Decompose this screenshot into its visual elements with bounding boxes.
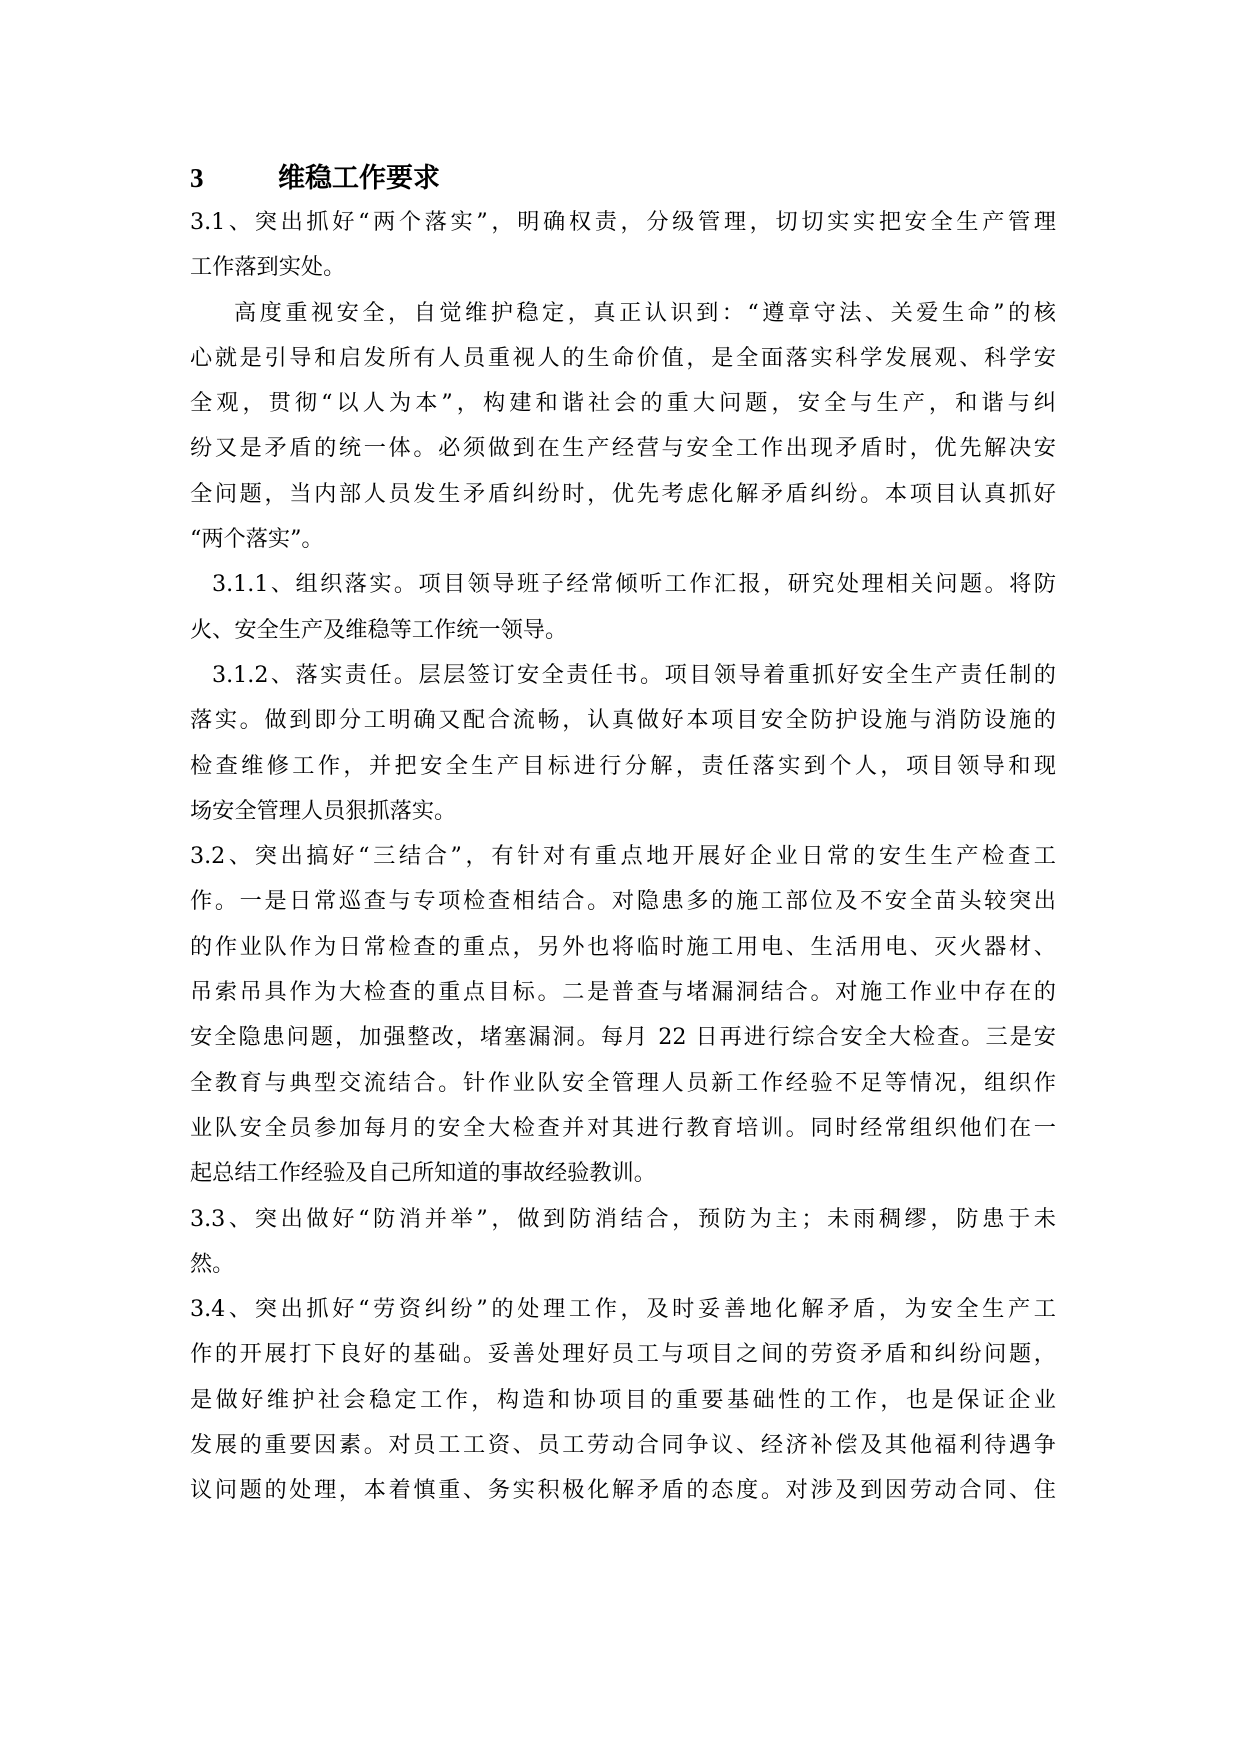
text-line: 吊索吊具作为大检查的重点目标。二是普查与堵漏洞结合。对施工作业中存在的 — [190, 979, 1056, 1006]
paragraph-p-3-1-1 — [190, 562, 1056, 653]
text-line: 3.1.2、落实责任。层层签订安全责任书。项目领导着重抓好安全生产责任制的 — [212, 661, 1056, 688]
text-line: 业队安全员参加每月的安全大检查并对其进行教育培训。同时经常组织他们在一 — [190, 1114, 1056, 1141]
text-line: 火、安全生产及维稳等工作统一领导。 — [190, 616, 568, 643]
text-line: 全教育与典型交流结合。针作业队安全管理人员新工作经验不足等情况，组织作 — [190, 1069, 1056, 1096]
text-line: 安全隐患问题，加强整改，堵塞漏洞。每月 22 日再进行综合安全大检查。三是安 — [190, 1024, 1056, 1051]
document-body — [190, 156, 1056, 1514]
text-line: 纷又是矛盾的统一体。必须做到在生产经营与安全工作出现矛盾时，优先解决安 — [190, 435, 1056, 462]
text-line: 发展的重要因素。对员工工资、员工劳动合同争议、经济补偿及其他福利待遇争 — [190, 1432, 1056, 1459]
paragraph-p-3-1 — [190, 200, 1056, 291]
text-line: 检查维修工作，并把安全生产目标进行分解，责任落实到个人，项目领导和现 — [190, 752, 1056, 779]
paragraph-p-3-1-body — [190, 291, 1056, 563]
text-line: 心就是引导和启发所有人员重视人的生命价值，是全面落实科学发展观、科学安 — [190, 344, 1056, 371]
paragraph-p-3-3 — [190, 1197, 1056, 1288]
paragraph-list — [190, 200, 1056, 1514]
text-line: 起总结工作经验及自己所知道的事故经验教训。 — [190, 1160, 656, 1187]
text-line: 落实。做到即分工明确又配合流畅，认真做好本项目安全防护设施与消防设施的 — [190, 707, 1056, 734]
text-line: 议问题的处理，本着慎重、务实积极化解矛盾的态度。对涉及到因劳动合同、住 — [190, 1477, 1056, 1504]
text-line: 然。 — [190, 1250, 235, 1277]
text-line: 3.1.1、组织落实。项目领导班子经常倾听工作汇报，研究处理相关问题。将防 — [212, 571, 1056, 598]
paragraph-p-3-4 — [190, 1287, 1056, 1513]
text-line: 3.2、突出搞好“三结合”，有针对有重点地开展好企业日常的安生生产检查工 — [190, 843, 1056, 870]
paragraph-p-3-1-2 — [190, 653, 1056, 834]
section-number: 3 — [190, 163, 204, 193]
text-line: 高度重视安全，自觉维护稳定，真正认识到：“遵章守法、关爱生命”的核 — [234, 299, 1056, 326]
text-line: 工作落到实处。 — [190, 254, 346, 281]
text-line: 3.4、突出抓好“劳资纠纷”的处理工作，及时妥善地化解矛盾，为安全生产工 — [190, 1296, 1056, 1323]
paragraph-p-3-2 — [190, 834, 1056, 1196]
text-line: 是做好维护社会稳定工作，构造和协项目的重要基础性的工作，也是保证企业 — [190, 1386, 1056, 1413]
text-line: 全观，贯彻“以人为本”，构建和谐社会的重大问题，安全与生产，和谐与纠 — [190, 390, 1056, 417]
text-line: 3.3、突出做好“防消并举”，做到防消结合，预防为主；未雨稠缪，防患于未 — [190, 1205, 1056, 1232]
text-line: “两个落实”。 — [190, 526, 324, 553]
text-line: 场安全管理人员狠抓落实。 — [190, 797, 457, 824]
text-line: 全问题，当内部人员发生矛盾纠纷时，优先考虑化解矛盾纠纷。本项目认真抓好 — [190, 480, 1056, 507]
text-line: 作的开展打下良好的基础。妥善处理好员工与项目之间的劳资矛盾和纠纷问题， — [190, 1341, 1056, 1368]
text-line: 3.1、突出抓好“两个落实”，明确权责，分级管理，切切实实把安全生产管理 — [190, 209, 1056, 235]
section-heading — [190, 156, 1056, 200]
section-title: 维稳工作要求 — [278, 163, 440, 194]
text-line: 的作业队作为日常检查的重点，另外也将临时施工用电、生活用电、灭火器材、 — [190, 933, 1056, 960]
text-line: 作。一是日常巡查与专项检查相结合。对隐患多的施工部位及不安全苗头较突出 — [190, 888, 1056, 915]
